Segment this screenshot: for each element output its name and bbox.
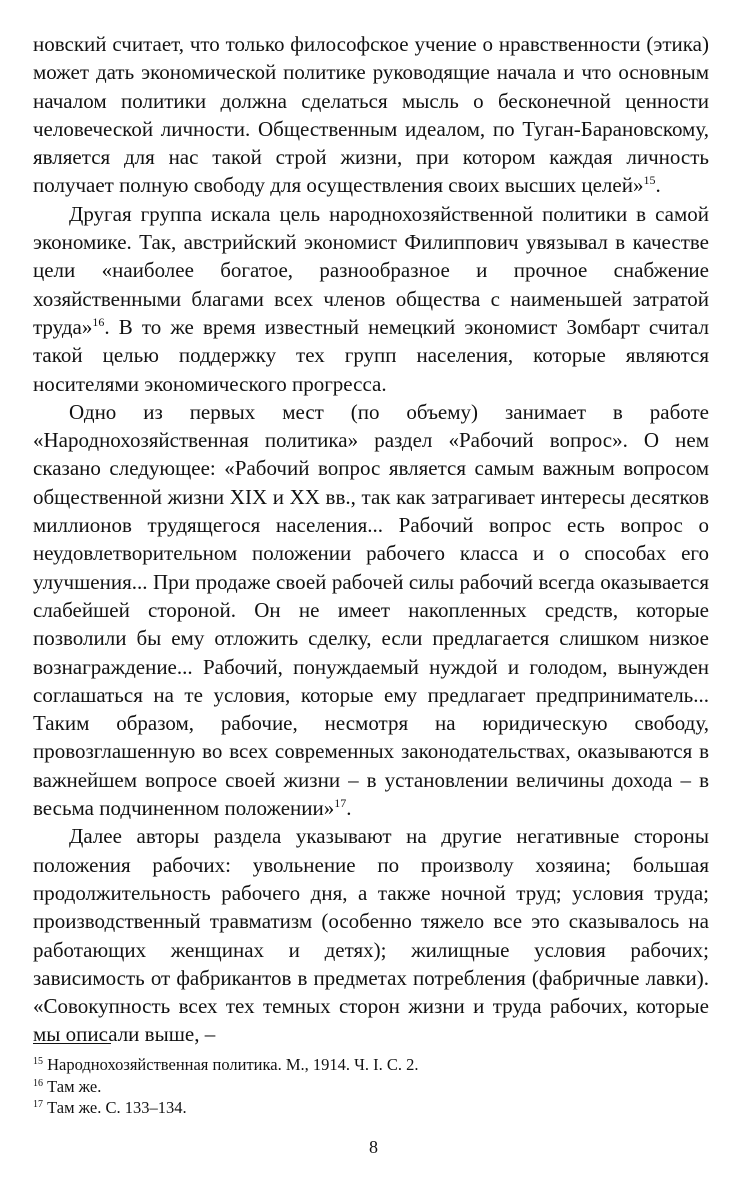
paragraph-2 [33, 200, 709, 398]
page-number: 8 [369, 1137, 378, 1157]
footnote-text: Там же. [47, 1076, 102, 1096]
paragraph-1-tail: . [655, 173, 661, 198]
footnote-divider [33, 1043, 111, 1044]
page-body [33, 30, 709, 1049]
footnote-ref-15[interactable]: 15 [643, 173, 656, 188]
footnote-ref-16[interactable]: 16 [92, 314, 105, 329]
paragraph-1-text: новский считает, что только философское учение о нравственности (этика) может дать экономической политике руководящие начала и что основным началом политики должна сделаться мысль о бесконечной ценности человеческой личности. Общественным идеалом, по Туган-Барановскому, является для нас такой строй жизни, при котором каждая личность получает полную свободу для осуществления своих высших целей» [33, 32, 709, 198]
footnote-number: 17 [33, 1099, 43, 1110]
footnote-15 [33, 1054, 633, 1076]
footnotes [33, 1054, 633, 1119]
paragraph-2-text-b: . В то же время известный немецкий экономист Зомбарт считал такой целью поддержку тех групп населения, которые являются носителями экономического прогресса. [33, 314, 709, 396]
paragraph-3-text: Одно из первых мест (по объему) занимает в работе «Народнохозяйственная политика» раздел «Рабочий вопрос». О нем сказано следующее: «Рабочий вопрос является самым важным вопросом общественной жизни XIX и XX вв., так как затрагивает интересы десятков миллионов трудящегося населения... Рабочий вопрос есть вопрос о неудовлетворительном положении рабочего класса и о способах его улучшения... При продаже своей рабочей силы рабочий всегда оказывается слабейшей стороной. Он не имеет накопленных средств, которые позволили бы ему отложить сделку, если предлагается слишком низкое вознаграждение... Рабочий, понуждаемый нуждой и голодом, вынужден соглашаться на те условия, которые ему предлагает предприниматель... Таким образом, рабочие, несмотря на юридическую свободу, провозглашенную во всех современных законодательствах, оказываются в важнейшем вопросе своей жизни – в установлении величины дохода – в весьма подчиненном положении» [33, 399, 709, 821]
footnote-ref-17[interactable]: 17 [334, 796, 347, 811]
footnote-17 [33, 1097, 633, 1119]
paragraph-1 [33, 30, 709, 200]
footnote-text: Там же. С. 133–134. [47, 1098, 187, 1117]
footnote-16 [33, 1076, 633, 1098]
footnote-text: Народнохозяйственная политика. М., 1914. Ч. I. С. 2. [47, 1055, 419, 1074]
footnote-number: 16 [33, 1077, 43, 1089]
paragraph-3-tail: . [346, 796, 352, 821]
footnote-number: 15 [33, 1056, 43, 1067]
paragraph-2-text-a: Другая группа искала цель народнохозяйственной политики в самой экономике. Так, австрийский экономист Филиппович увязывал в качестве цели «наиболее богатое, разнообразное и прочное снабжение хозяйственными благами всех членов общества с наименьшей затратой труда» [33, 201, 709, 339]
paragraph-4-text: Далее авторы раздела указывают на другие негативные стороны положения рабочих: увольнение по произволу хозяина; большая продолжительность рабочего дня, а также ночной труд; условия труда; производственный травматизм (особенно тяжело все это сказывалось на работающих женщинах и детях); жилищные условия рабочих; зависимость от фабрикантов в предметах потребления (фабричные лавки). «Совокупность всех тех темных сторон жизни и труда рабочих, которые мы описали выше, – [33, 824, 709, 1047]
paragraph-3 [33, 398, 709, 822]
paragraph-4 [33, 822, 709, 1048]
